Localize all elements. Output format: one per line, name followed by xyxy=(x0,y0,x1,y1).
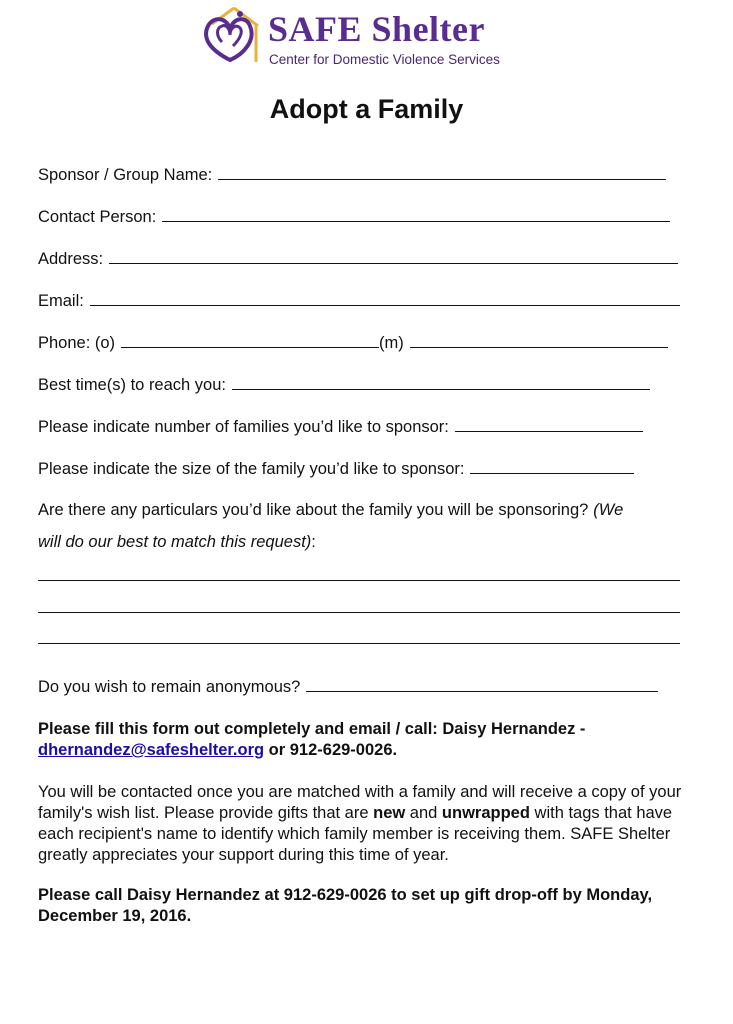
email-label: Email: xyxy=(38,292,84,310)
email-link[interactable]: dhernandez@safeshelter.org xyxy=(38,741,265,759)
phone-mobile-input-line[interactable] xyxy=(410,346,668,348)
family-size-label: Please indicate the size of the family you’d like to sponsor: xyxy=(38,460,465,478)
info-unwrapped: unwrapped xyxy=(441,804,530,822)
num-families-input-line[interactable] xyxy=(455,430,643,432)
anonymous-label: Do you wish to remain anonymous? xyxy=(38,678,301,696)
particulars-note-b: will do our best to match this request) xyxy=(38,533,312,551)
family-size-row xyxy=(38,460,634,479)
address-label: Address: xyxy=(38,250,104,268)
info-new: new xyxy=(373,804,406,822)
contact-input-line[interactable] xyxy=(162,220,670,222)
dropoff-note: Please call Daisy Hernandez at 912-629-0026 to set up gift drop-off by Monday, December 19, 2016. xyxy=(38,886,653,925)
phone-mobile-label: (m) xyxy=(379,334,404,352)
sponsor-input-line[interactable] xyxy=(218,178,666,180)
info-and: and xyxy=(405,804,442,822)
info-text-2: with tags that have each recipient's name to identify which family member is receiving them. SAFE Shelter greatly appreciates your support during this time of year. xyxy=(38,804,673,864)
best-time-row xyxy=(38,376,650,395)
particulars-note-a: (We xyxy=(593,501,624,519)
anonymous-input-line[interactable] xyxy=(306,690,658,692)
phone-office-label: Phone: (o) xyxy=(38,334,116,352)
particulars-label: Are there any particulars you’d like about the family you will be sponsoring? xyxy=(38,501,589,519)
email-row xyxy=(38,292,680,311)
page-title: Adopt a Family xyxy=(269,94,464,124)
phone-office-input-line[interactable] xyxy=(121,346,379,348)
instructions xyxy=(38,719,698,761)
particulars-colon: : xyxy=(311,533,316,551)
instructions-line1: Please fill this form out completely and email / call: Daisy Hernandez - xyxy=(38,720,586,738)
logo-subtitle: Center for Domestic Violence Services xyxy=(269,52,500,67)
heart-house-icon xyxy=(200,2,272,72)
anonymous-row xyxy=(38,678,658,697)
info-paragraph xyxy=(38,782,698,866)
contact-label: Contact Person: xyxy=(38,208,157,226)
particulars-input-line-2[interactable] xyxy=(38,612,680,613)
address-row xyxy=(38,250,678,269)
particulars-row xyxy=(38,501,623,520)
best-time-input-line[interactable] xyxy=(232,388,650,390)
instructions-phone: or 912-629-0026. xyxy=(264,741,398,759)
particulars-input-line-3[interactable] xyxy=(38,643,680,644)
phone-row xyxy=(38,334,668,353)
num-families-row xyxy=(38,418,643,437)
sponsor-label: Sponsor / Group Name: xyxy=(38,166,213,184)
contact-row xyxy=(38,208,670,227)
family-size-input-line[interactable] xyxy=(470,472,634,474)
safe-shelter-logo xyxy=(200,2,540,72)
num-families-label: Please indicate number of families you’d like to sponsor: xyxy=(38,418,449,436)
info-text-1: You will be contacted once you are matched with a family and will receive a copy of your family's wish list. Please provide gifts that are xyxy=(38,783,682,822)
particulars-row-2 xyxy=(38,533,316,552)
address-input-line[interactable] xyxy=(109,262,678,264)
logo-title: SAFE Shelter xyxy=(268,9,485,49)
particulars-input-line-1[interactable] xyxy=(38,580,680,581)
sponsor-row xyxy=(38,166,666,185)
best-time-label: Best time(s) to reach you: xyxy=(38,376,226,394)
email-input-line[interactable] xyxy=(90,304,680,306)
